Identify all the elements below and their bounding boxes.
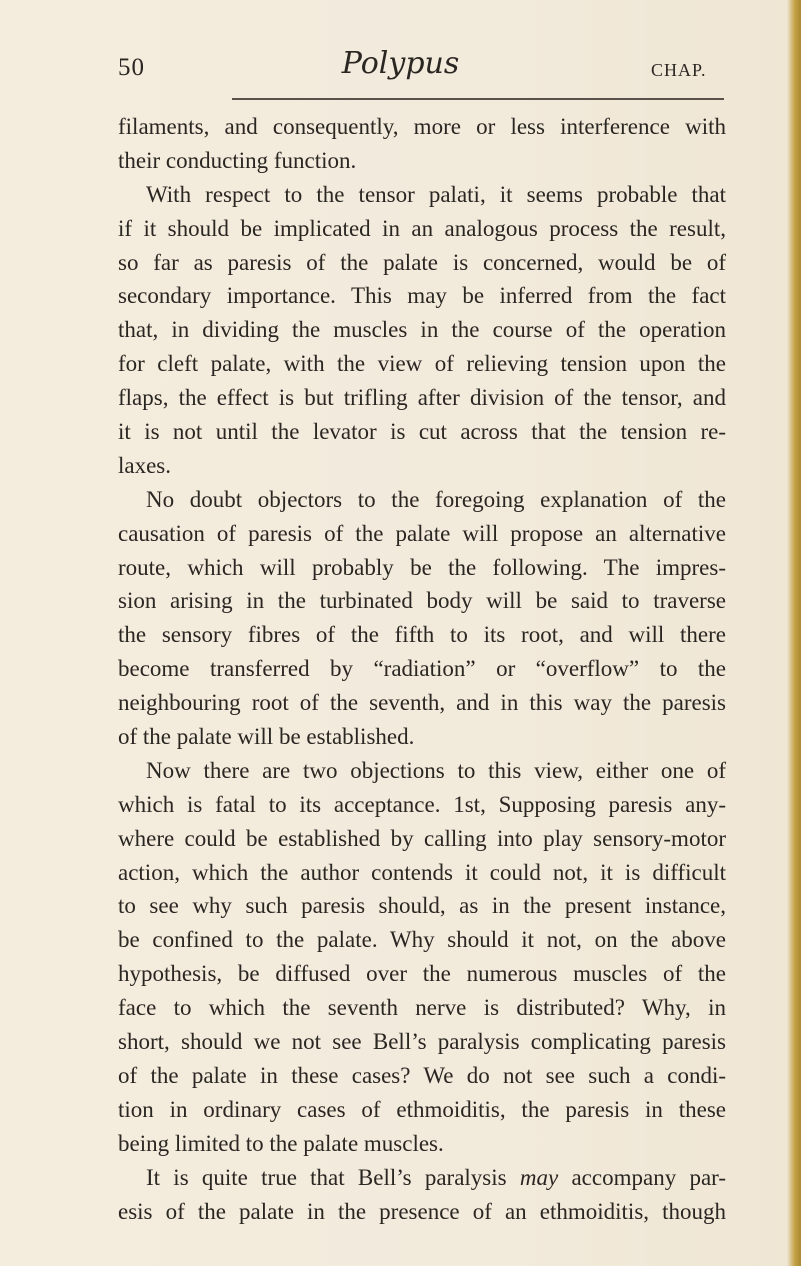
text-line: it is not until the levator is cut across that the tension re- <box>118 419 726 445</box>
chapter-label: CHAP. <box>651 60 707 80</box>
text-line: With respect to the tensor palati, it seems probable that <box>146 181 726 207</box>
text-line: action, which the author contends it could not, it is difficult <box>118 859 726 885</box>
text-line: that, in dividing the muscles in the course of the operation <box>118 317 726 343</box>
text-line: laxes. <box>118 452 172 478</box>
page-edge <box>787 0 801 1266</box>
text-line: of the palate will be established. <box>118 724 415 750</box>
text-line: hypothesis, be diffused over the numerous muscles of the <box>118 961 726 987</box>
text-line: flaps, the effect is but trifling after division of the tensor, and <box>118 385 726 411</box>
text-line: the sensory fibres of the fifth to its root, and will there <box>118 622 726 648</box>
text-line: being limited to the palate muscles. <box>118 1130 444 1156</box>
text-line: secondary importance. This may be inferred from the fact <box>118 283 726 309</box>
header-rule <box>232 98 724 100</box>
body-text <box>118 110 726 1228</box>
text-line: face to which the seventh nerve is distributed? Why, in <box>118 995 726 1021</box>
text-line: where could be established by calling into play sensory-motor <box>118 825 726 851</box>
text-line: tion in ordinary cases of ethmoiditis, the paresis in these <box>118 1096 726 1122</box>
text-line: which is fatal to its acceptance. 1st, Supposing paresis any- <box>118 791 726 817</box>
text-line: short, should we not see Bell’s paralysis complicating paresis <box>118 1029 726 1055</box>
page-number: 50 <box>118 54 145 81</box>
text-line: for cleft palate, with the view of relieving tension upon the <box>118 351 726 377</box>
text-line: of the palate in these cases? We do not see such a condi- <box>118 1062 726 1088</box>
text-line: to see why such paresis should, as in the present instance, <box>118 893 726 919</box>
text-line: route, which will probably be the following. The impres- <box>118 554 726 580</box>
text-line: so far as paresis of the palate is concerned, would be of <box>118 249 726 275</box>
page-header <box>0 46 801 96</box>
text-line: if it should be implicated in an analogous process the result, <box>118 215 726 241</box>
text-line: No doubt objectors to the foregoing explanation of the <box>146 486 726 512</box>
text-line: their conducting function. <box>118 147 357 173</box>
text-line: Now there are two objections to this view, either one of <box>146 757 726 783</box>
text-line: neighbouring root of the seventh, and in this way the paresis <box>118 690 726 716</box>
text-line: become transferred by “radiation” or “overflow” to the <box>118 656 726 682</box>
text-line: be confined to the palate. Why should it not, on the above <box>118 927 726 953</box>
text-line: esis of the palate in the presence of an ethmoiditis, though <box>118 1198 726 1224</box>
text-line: It is quite true that Bell’s paralysis may accompany par- <box>146 1164 727 1190</box>
running-title: Polypus <box>341 46 460 81</box>
text-line: sion arising in the turbinated body will be said to traverse <box>118 588 726 614</box>
text-line: causation of paresis of the palate will propose an alternative <box>118 520 726 546</box>
text-line: filaments, and consequently, more or less interference with <box>118 114 726 139</box>
